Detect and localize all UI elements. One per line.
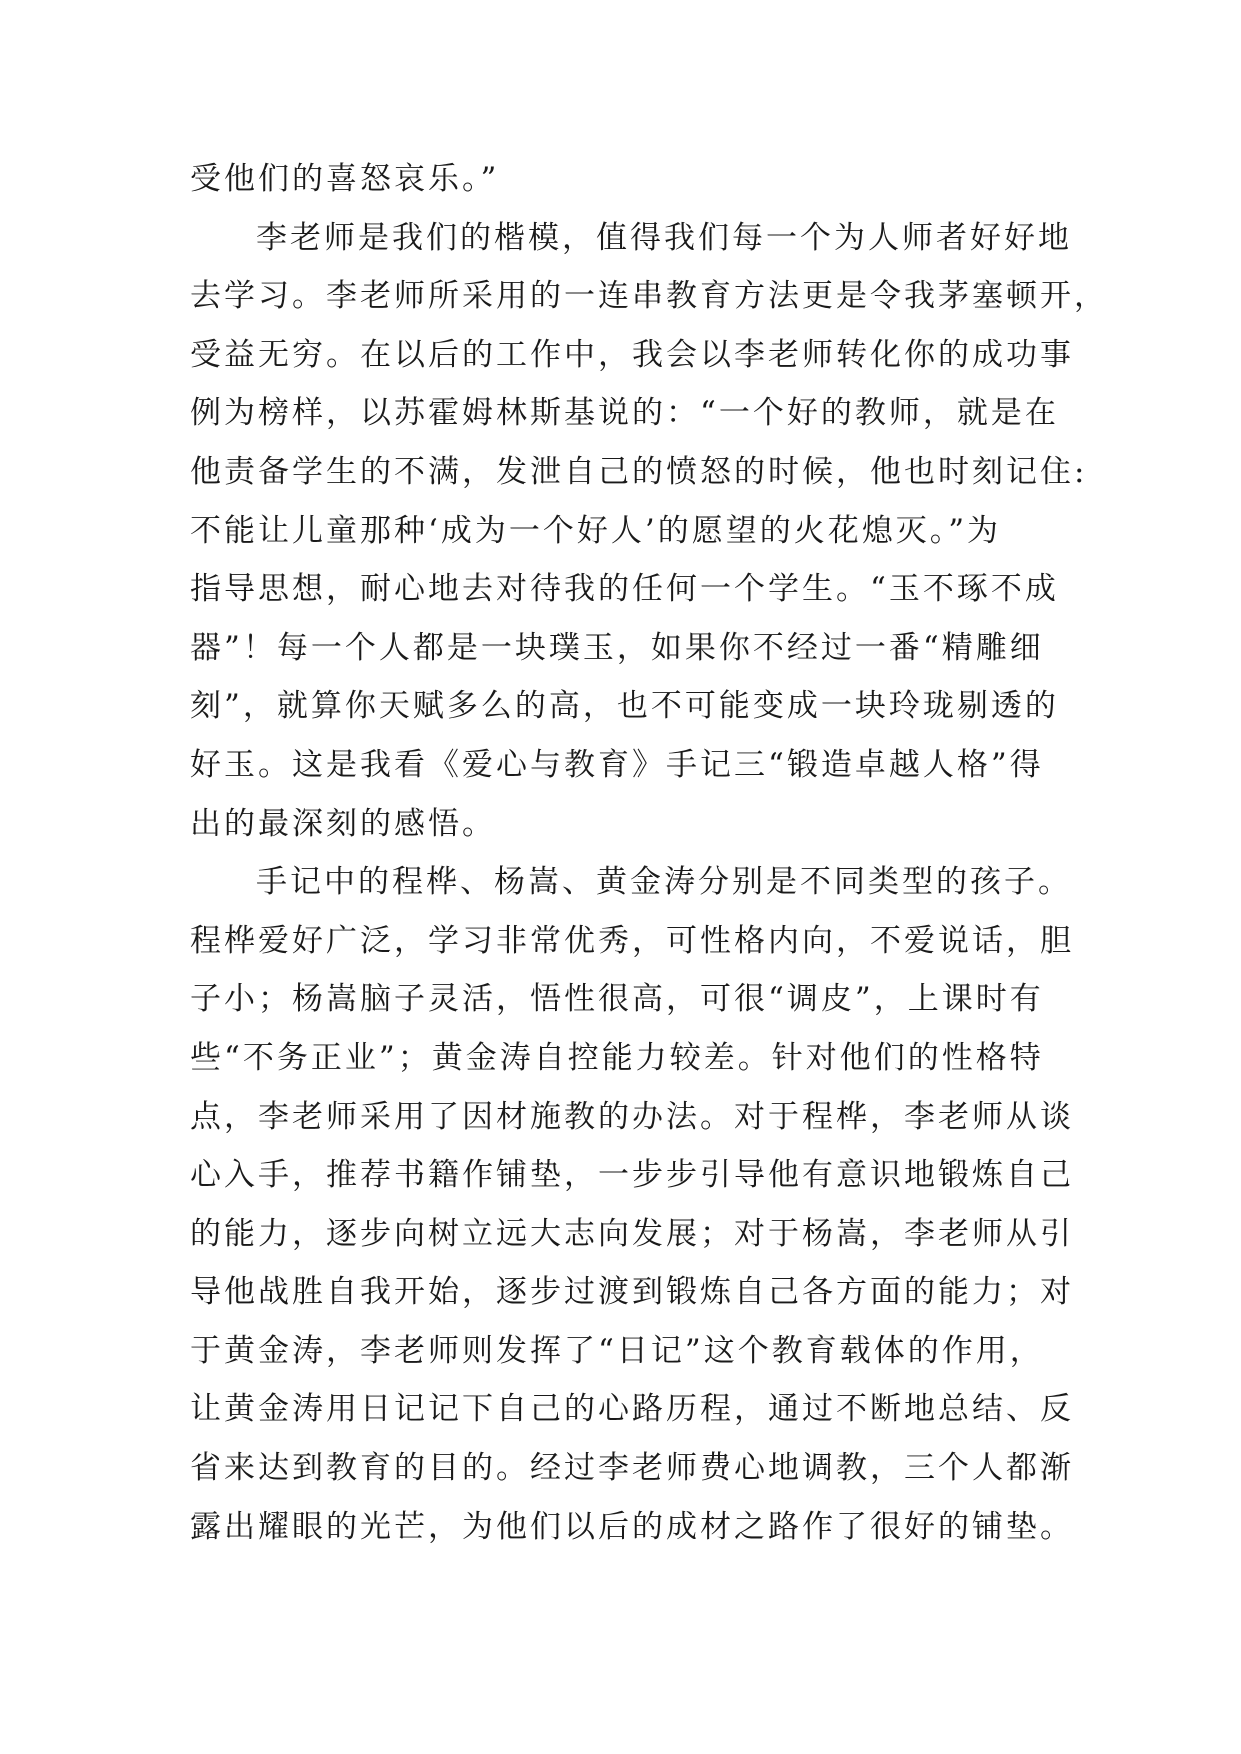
text-line: 好玉。这是我看《爱心与教育》手记三“锻造卓越人格”得 [190,746,1044,783]
text-line: 指导思想，耐心地去对待我的任何一个学生。“玉不琢不成 [190,571,1059,608]
text-line: 受他们的喜怒哀乐。” [190,161,500,197]
text-line: 他责备学生的不满，发泄自己的愤怒的时候，他也时刻记住: [190,453,1088,490]
text-line: 例为榜样，以苏霍姆林斯基说的：“一个好的教师，就是在 [190,395,1059,432]
text-line: 心入手，推荐书籍作铺垫，一步步引导他有意识地锻炼自己 [190,1157,1074,1194]
text-line: 出的最深刻的感悟。 [190,805,496,842]
text-line: 程桦爱好广泛，学习非常优秀，可性格内向，不爱说话，胆 [190,922,1074,959]
text-line: 刻”，就算你天赋多么的高，也不可能变成一块玲珑剔透的 [190,688,1059,725]
text-line: 不能让儿童那种‘成为一个好人’的愿望的火花熄灭。”为 [190,512,1002,549]
text-line: 让黄金涛用日记记下自己的心路历程，通过不断地总结、反 [190,1391,1074,1428]
text-line: 器”！每一个人都是一块璞玉，如果你不经过一番“精雕细 [190,629,1044,666]
text-line: 省来达到教育的目的。经过李老师费心地调教，三个人都渐 [190,1450,1074,1487]
text-line: 些“不务正业”；黄金涛自控能力较差。针对他们的性格特 [190,1039,1044,1076]
text-line: 受益无穷。在以后的工作中，我会以李老师转化你的成功事 [190,336,1074,373]
text-line: 子小；杨嵩脑子灵活，悟性很高，可很“调皮”，上课时有 [190,981,1044,1018]
body-text [190,150,1108,1556]
text-line: 去学习。李老师所采用的一连串教育方法更是令我茅塞顿开， [190,278,1108,315]
text-line: 点，李老师采用了因材施教的办法。对于程桦，李老师从谈 [190,1098,1074,1135]
paragraph-first-line: 李老师是我们的楷模，值得我们每一个为人师者好好地 [256,219,1072,256]
text-line: 导他战胜自我开始，逐步过渡到锻炼自己各方面的能力；对 [190,1274,1074,1311]
paragraph-first-line: 手记中的程桦、杨嵩、黄金涛分别是不同类型的孩子。 [256,864,1072,901]
text-line: 的能力，逐步向树立远大志向发展；对于杨嵩，李老师从引 [190,1215,1074,1252]
text-line: 于黄金涛，李老师则发挥了“日记”这个教育载体的作用， [190,1332,1044,1369]
text-line: 露出耀眼的光芒，为他们以后的成材之路作了很好的铺垫。 [190,1508,1074,1545]
